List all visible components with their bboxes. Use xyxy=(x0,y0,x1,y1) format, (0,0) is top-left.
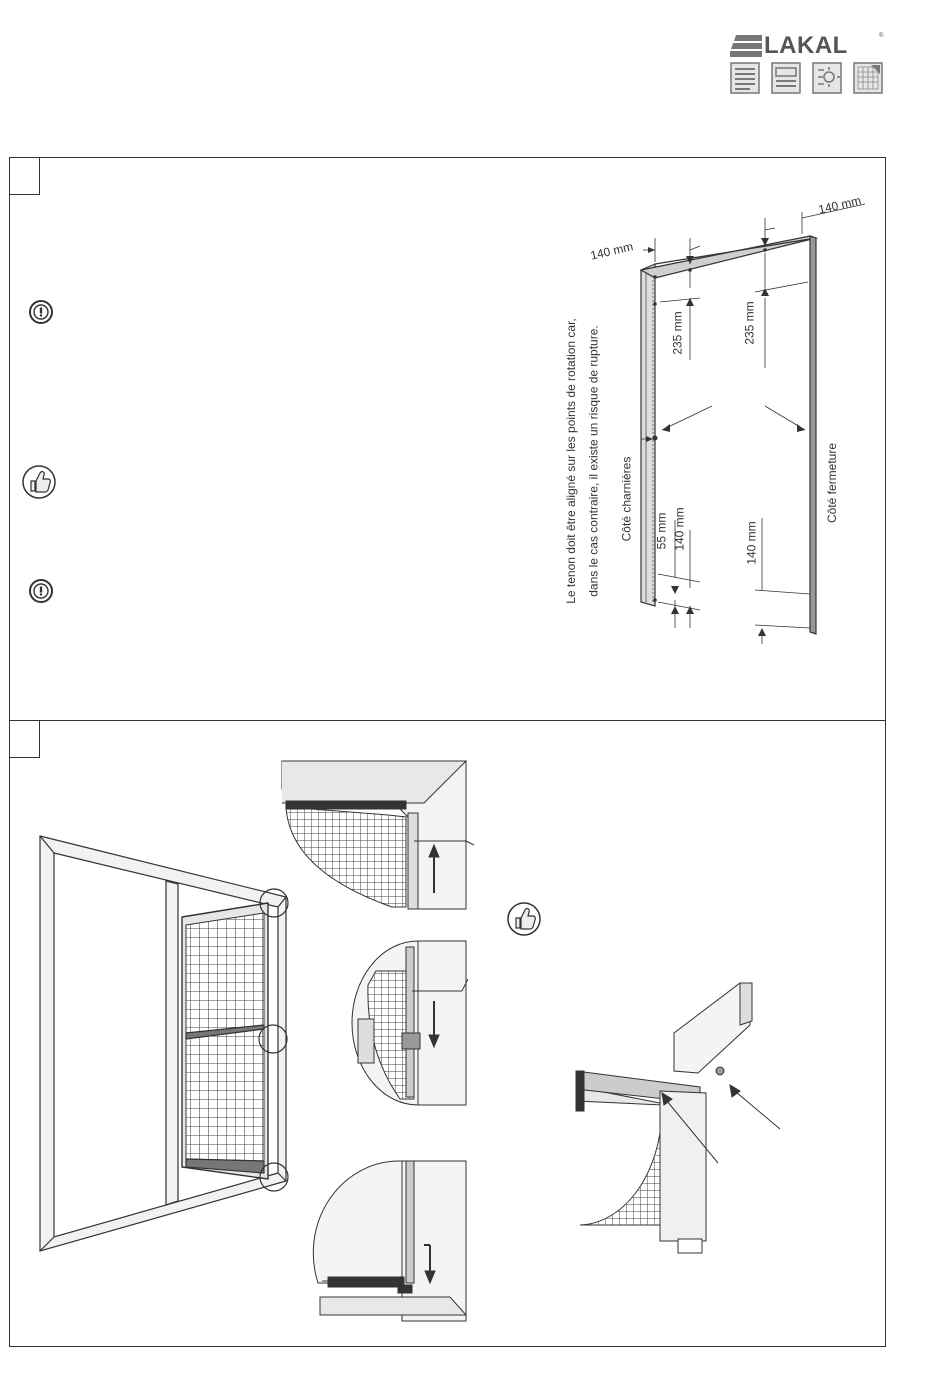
rotation-note-line-2: dans le cas contraire, il existe un risque de rupture. xyxy=(586,325,601,597)
dim-left-lower-b: 140 mm xyxy=(672,507,687,551)
insect-screen-icon xyxy=(854,63,882,93)
screen-icon xyxy=(772,63,800,93)
detail-top-corner xyxy=(282,761,474,909)
warning-icon xyxy=(30,580,52,602)
sun-protection-icon xyxy=(813,63,841,93)
brand-reg: ® xyxy=(879,33,884,39)
rotation-note-line-1: Le tenon doit être aligné sur les points de rotation car, xyxy=(563,318,578,604)
product-icons xyxy=(730,62,890,96)
dim-top-left: 140 mm xyxy=(588,239,635,263)
warning-icon xyxy=(30,301,52,323)
window-frame-drawing xyxy=(40,836,288,1251)
hinge-side-label: Côté charnières xyxy=(619,456,634,542)
brand-name: LAKAL xyxy=(764,32,848,59)
dim-left-lower-a: 55 mm xyxy=(654,512,669,550)
detail-middle-hinge xyxy=(352,941,468,1105)
thumbs-up-icon xyxy=(23,466,55,498)
logo-mark-icon xyxy=(730,35,762,57)
dim-top-right: 140 mm xyxy=(816,193,863,217)
step-1-figure-svg xyxy=(10,158,885,721)
door-frame-drawing xyxy=(641,236,816,634)
closing-side-label: Côté fermeture xyxy=(825,442,840,524)
detail-bottom-corner xyxy=(313,1161,466,1321)
detail-latch xyxy=(576,983,780,1253)
step-panel-1 xyxy=(9,157,886,722)
thumbs-up-icon xyxy=(508,903,540,935)
step-panel-2 xyxy=(9,720,886,1347)
dim-left-upper: 235 mm xyxy=(670,311,685,355)
shutter-icon xyxy=(731,63,759,93)
brand-logo xyxy=(730,32,890,96)
dim-right-lower: 140 mm xyxy=(744,521,759,565)
step-2-figure-svg xyxy=(10,721,885,1346)
dim-right-upper: 235 mm xyxy=(742,301,757,345)
